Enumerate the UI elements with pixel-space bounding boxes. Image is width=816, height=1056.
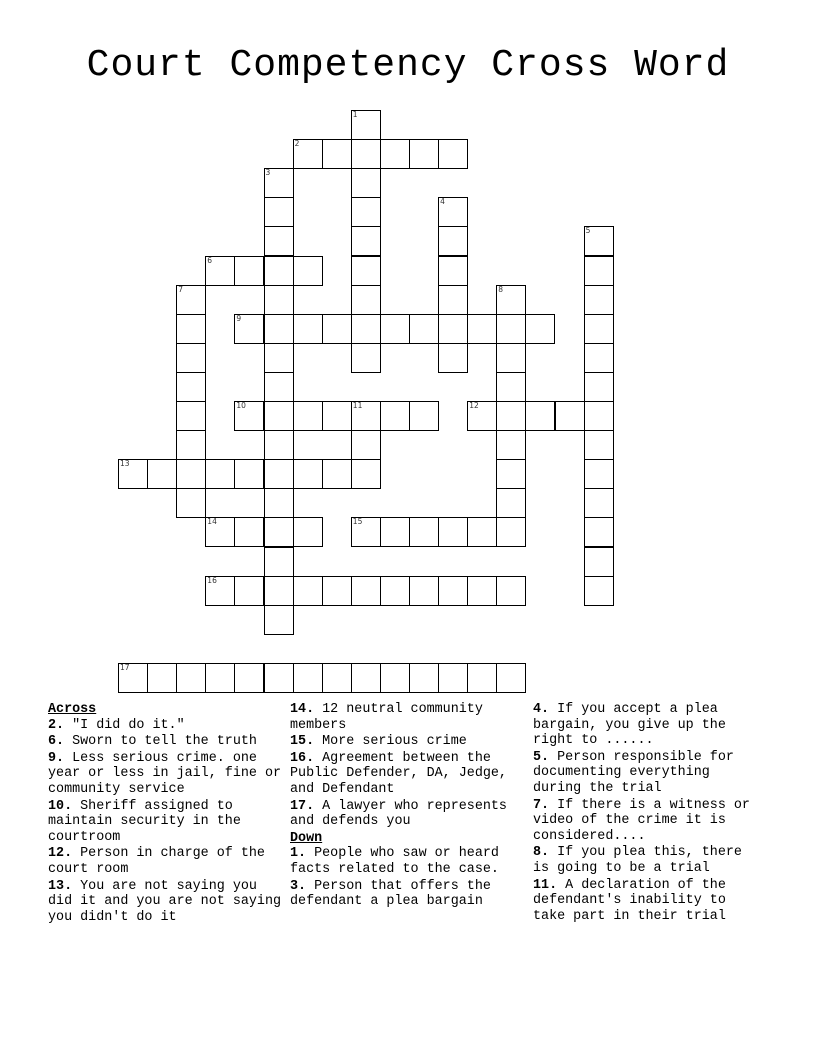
- grid-cell[interactable]: [351, 401, 381, 431]
- grid-cell[interactable]: [351, 517, 381, 547]
- grid-cell[interactable]: [496, 343, 526, 373]
- grid-cell[interactable]: [234, 256, 264, 286]
- clue-number: 14: [207, 517, 217, 527]
- clue-across-2: 2. "I did do it.": [48, 717, 185, 733]
- clue-down-1: 1. People who saw or heard facts related to the case.: [290, 846, 499, 877]
- grid-cell[interactable]: [205, 256, 235, 286]
- grid-cell[interactable]: [293, 459, 323, 489]
- grid-cell[interactable]: [584, 547, 614, 577]
- grid-cell[interactable]: [409, 663, 439, 693]
- grid-cell[interactable]: [234, 401, 264, 431]
- grid-cell[interactable]: [264, 605, 294, 635]
- clue-number: 5: [585, 226, 591, 236]
- grid-cell[interactable]: [264, 197, 294, 227]
- grid-cell[interactable]: [351, 314, 381, 344]
- across-heading: Across: [48, 702, 97, 717]
- grid-cell[interactable]: [351, 430, 381, 460]
- grid-cell[interactable]: [176, 401, 206, 431]
- grid-cell[interactable]: [496, 285, 526, 315]
- clue-down-4: 4. If you accept a plea bargain, you give up the right to ......: [533, 702, 726, 749]
- grid-cell[interactable]: [264, 517, 294, 547]
- grid-cell[interactable]: [293, 576, 323, 606]
- grid-cell[interactable]: [438, 517, 468, 547]
- clue-across-14: 14. 12 neutral community members: [290, 702, 483, 733]
- clue-number: 12: [469, 401, 479, 410]
- grid-cell[interactable]: [584, 285, 614, 315]
- clue-number: 11: [352, 401, 363, 410]
- clue-number: 2: [294, 139, 300, 149]
- grid-cell[interactable]: [264, 314, 294, 344]
- grid-cell[interactable]: [264, 168, 294, 198]
- grid-cell[interactable]: [496, 459, 526, 489]
- grid-cell[interactable]: [264, 226, 294, 256]
- grid-cell[interactable]: [351, 139, 381, 169]
- grid-cell[interactable]: [438, 285, 468, 315]
- grid-cell[interactable]: [264, 285, 294, 315]
- grid-cell[interactable]: [351, 576, 381, 606]
- grid-cell[interactable]: [176, 430, 206, 460]
- grid-cell[interactable]: [496, 372, 526, 402]
- grid-cell[interactable]: [409, 576, 439, 606]
- clue-across-6: 6. Sworn to tell the truth: [48, 734, 257, 750]
- clues-column-3: [533, 702, 765, 925]
- grid-cell[interactable]: [584, 372, 614, 402]
- clue-number: 17: [120, 662, 130, 672]
- grid-cell[interactable]: [293, 256, 323, 286]
- grid-cell[interactable]: [293, 517, 323, 547]
- grid-cell[interactable]: [176, 459, 206, 489]
- grid-cell[interactable]: [584, 343, 614, 373]
- clue-number: 16: [207, 575, 217, 585]
- clue-across-13: 13. You are not saying you did it and you are not saying you didn't do it: [48, 878, 282, 925]
- grid-cell[interactable]: [496, 401, 526, 431]
- clue-across-10: 10. Sheriff assigned to maintain security in the courtroom: [48, 798, 241, 845]
- grid-cell[interactable]: [293, 139, 323, 169]
- grid-cell[interactable]: [293, 314, 323, 344]
- grid-cell[interactable]: [351, 663, 381, 693]
- clue-across-12: 12. Person in charge of the court room: [48, 846, 265, 877]
- clue-across-15: 15. More serious crime: [290, 734, 467, 750]
- grid-cell[interactable]: [351, 110, 381, 140]
- grid-cell[interactable]: [409, 314, 439, 344]
- clue-number: 13: [120, 459, 130, 469]
- clue-number: 8: [498, 284, 504, 294]
- clue-across-17: 17. A lawyer who represents and defends you: [290, 798, 507, 830]
- grid-cell[interactable]: [293, 663, 323, 693]
- grid-cell[interactable]: [380, 517, 410, 547]
- grid-cell[interactable]: [351, 256, 381, 286]
- grid-cell[interactable]: [264, 401, 294, 431]
- grid-cell[interactable]: [147, 663, 177, 693]
- grid-cell[interactable]: [322, 459, 352, 489]
- grid-cell[interactable]: [496, 576, 526, 606]
- grid-cell[interactable]: [584, 401, 614, 431]
- grid-cell[interactable]: [584, 517, 614, 547]
- grid-cell[interactable]: [351, 197, 381, 227]
- grid-cell[interactable]: [234, 517, 264, 547]
- grid-cell[interactable]: [205, 517, 235, 547]
- grid-cell[interactable]: [264, 663, 294, 693]
- grid-cell[interactable]: [264, 430, 294, 460]
- grid-cell[interactable]: [176, 488, 206, 518]
- clue-down-7: 7. If there is a witness or video of the crime it is considered....: [533, 797, 750, 844]
- grid-cell[interactable]: [380, 663, 410, 693]
- grid-cell[interactable]: [205, 459, 235, 489]
- grid-cell[interactable]: [525, 314, 555, 344]
- clue-number: 15: [352, 517, 363, 527]
- grid-cell[interactable]: [147, 459, 177, 489]
- grid-cell[interactable]: [351, 168, 381, 198]
- grid-cell[interactable]: [496, 430, 526, 460]
- clues-column-2: [290, 702, 526, 911]
- grid-cell[interactable]: [264, 343, 294, 373]
- grid-cell[interactable]: [555, 401, 585, 431]
- grid-cell[interactable]: [584, 256, 614, 286]
- grid-cell[interactable]: [380, 401, 410, 431]
- grid-cell[interactable]: [351, 343, 381, 373]
- clue-number: 10: [236, 401, 246, 410]
- grid-cell[interactable]: [467, 401, 497, 431]
- grid-cell[interactable]: [438, 256, 468, 286]
- grid-cell[interactable]: [234, 663, 264, 693]
- clue-down-11: 11. A declaration of the defendant's inability to take part in their trial: [533, 877, 726, 924]
- grid-cell[interactable]: [438, 663, 468, 693]
- grid-cell[interactable]: [584, 314, 614, 344]
- grid-cell[interactable]: [438, 343, 468, 373]
- grid-cell[interactable]: [584, 430, 614, 460]
- grid-cell[interactable]: [438, 314, 468, 344]
- grid-cell[interactable]: [438, 197, 468, 227]
- grid-cell[interactable]: [234, 576, 264, 606]
- grid-cell[interactable]: [409, 401, 439, 431]
- grid-cell[interactable]: [118, 663, 148, 693]
- clue-down-8: 8. If you plea this, there is going to be a trial: [533, 845, 742, 876]
- grid-cell[interactable]: [438, 139, 468, 169]
- grid-cell[interactable]: [264, 488, 294, 518]
- grid-cell[interactable]: [176, 663, 206, 693]
- grid-cell[interactable]: [496, 517, 526, 547]
- grid-cell[interactable]: [264, 576, 294, 606]
- grid-cell[interactable]: [322, 314, 352, 344]
- grid-cell[interactable]: [584, 226, 614, 256]
- grid-cell[interactable]: [584, 488, 614, 518]
- clue-across-9: 9. Less serious crime. one year or less in jail, fine or community service: [48, 750, 282, 797]
- clues-column-1: [48, 702, 284, 926]
- grid-cell[interactable]: [234, 459, 264, 489]
- grid-cell[interactable]: [438, 226, 468, 256]
- clue-down-3: 3. Person that offers the defendant a plea bargain: [290, 878, 491, 910]
- clue-number: 7: [178, 284, 183, 294]
- grid-cell[interactable]: [380, 314, 410, 344]
- grid-cell[interactable]: [205, 576, 235, 606]
- grid-cell[interactable]: [176, 343, 206, 373]
- grid-cell[interactable]: [525, 401, 555, 431]
- grid-cell[interactable]: [409, 139, 439, 169]
- grid-cell[interactable]: [118, 459, 148, 489]
- clue-number: 3: [265, 168, 271, 178]
- grid-cell[interactable]: [584, 576, 614, 606]
- grid-cell[interactable]: [351, 226, 381, 256]
- clue-number: 6: [207, 255, 213, 265]
- grid-cell[interactable]: [380, 139, 410, 169]
- clue-down-5: 5. Person responsible for documenting everything during the trial: [533, 749, 734, 796]
- grid-cell[interactable]: [496, 663, 526, 693]
- grid-cell[interactable]: [176, 314, 206, 344]
- grid-cell[interactable]: [176, 372, 206, 402]
- grid-cell[interactable]: [264, 547, 294, 577]
- grid-cell[interactable]: [438, 576, 468, 606]
- grid-cell[interactable]: [264, 256, 294, 286]
- grid-cell[interactable]: [322, 139, 352, 169]
- grid-cell[interactable]: [322, 663, 352, 693]
- clue-number: 4: [440, 197, 445, 207]
- grid-cell[interactable]: [380, 576, 410, 606]
- grid-cell[interactable]: [584, 459, 614, 489]
- page-title: Court Competency Cross Word: [86, 44, 730, 87]
- grid-cell[interactable]: [293, 401, 323, 431]
- down-heading: Down: [290, 830, 323, 846]
- grid-cell[interactable]: [467, 517, 497, 547]
- grid-cell[interactable]: [351, 459, 381, 489]
- grid-cell[interactable]: [351, 285, 381, 315]
- grid-cell[interactable]: [467, 314, 497, 344]
- grid-cell[interactable]: [467, 663, 497, 693]
- grid-cell[interactable]: [176, 285, 206, 315]
- grid-cell[interactable]: [496, 488, 526, 518]
- grid-cell[interactable]: [322, 401, 352, 431]
- grid-cell[interactable]: [234, 314, 264, 344]
- grid-cell[interactable]: [322, 576, 352, 606]
- clue-across-16: 16. Agreement between the Public Defender, DA, Jedge, and Defendant: [290, 750, 507, 797]
- grid-cell[interactable]: [264, 459, 294, 489]
- clue-number: 9: [236, 313, 242, 323]
- grid-cell[interactable]: [409, 517, 439, 547]
- grid-cell[interactable]: [496, 314, 526, 344]
- grid-cell[interactable]: [205, 663, 235, 693]
- clue-number: 1: [352, 110, 358, 119]
- grid-cell[interactable]: [264, 372, 294, 402]
- grid-cell[interactable]: [467, 576, 497, 606]
